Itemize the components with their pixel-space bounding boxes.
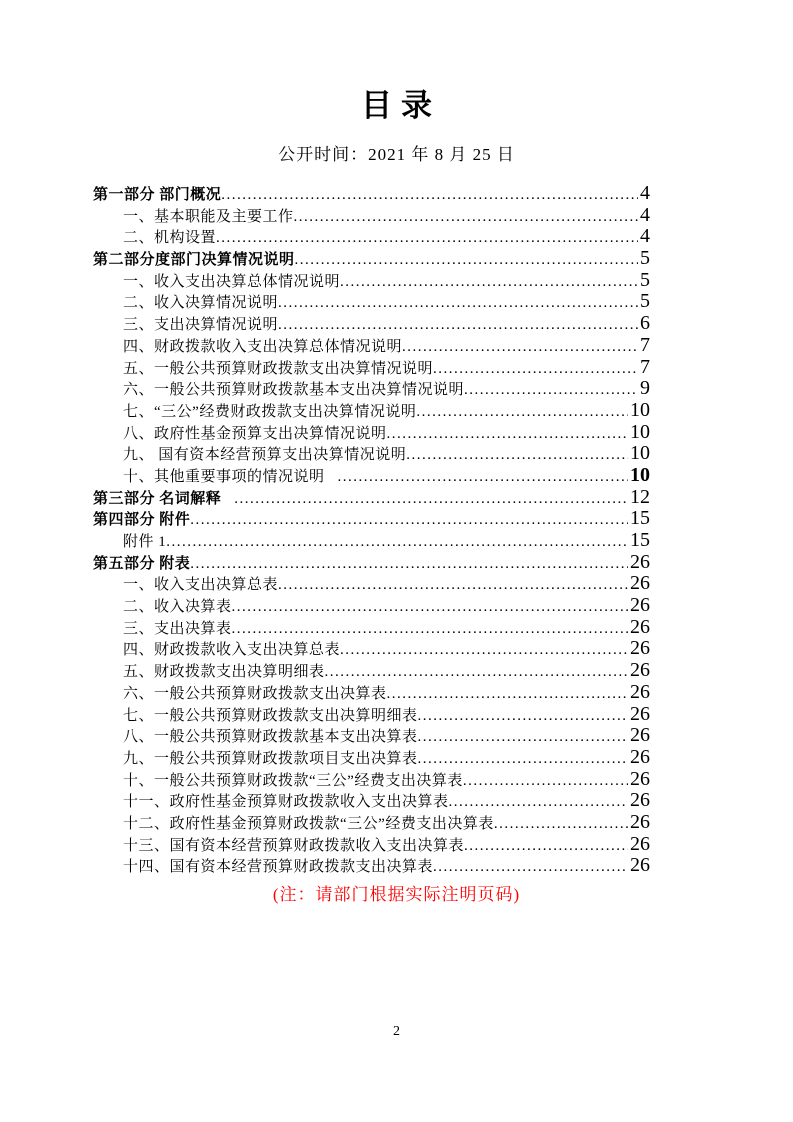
- toc-page-number: 15: [630, 529, 650, 551]
- toc-page-number: 26: [630, 745, 650, 768]
- toc-entry-label: 十一、政府性基金预算财政拨款收入支出决算表: [123, 794, 449, 811]
- toc-entry-label: 二、收入决算表: [123, 599, 232, 616]
- toc-entry-label: 八、政府性基金预算支出决算情况说明: [123, 425, 387, 442]
- toc-leader-dots: [232, 599, 628, 616]
- toc-entry-label: 六、一般公共预算财政拨款支出决算表: [123, 685, 387, 702]
- toc-leader-dots: [278, 295, 638, 312]
- toc-entry-label: 五、财政拨款支出决算明细表: [123, 664, 325, 681]
- toc-page-number: 15: [630, 507, 650, 530]
- toc-entry-label: 一、基本职能及主要工作: [123, 208, 294, 225]
- toc-entry[interactable]: [93, 270, 650, 292]
- toc-entry-label: 第五部分 附表: [93, 555, 191, 572]
- toc-entry-label: 七、“三公”经费财政拨款支出决算情况说明: [123, 403, 417, 420]
- toc-entry-label: 四、财政拨款收入支出决算总表: [123, 642, 341, 659]
- toc-entry[interactable]: [93, 660, 650, 682]
- toc-entry[interactable]: [93, 769, 650, 791]
- toc-entry[interactable]: [93, 725, 650, 747]
- toc-page-number: 26: [630, 702, 650, 725]
- toc-entry-label: 十、一般公共预算财政拨款“三公”经费支出决算表: [123, 772, 463, 789]
- toc-leader-dots: [402, 339, 638, 356]
- toc-entry-label: 三、支出决算情况说明: [123, 317, 279, 334]
- toc-leader-dots: [232, 621, 628, 638]
- toc-entry[interactable]: [93, 834, 650, 856]
- toc-leader-dots: [221, 187, 638, 204]
- toc-entry-label: 十、其他重要事项的情况说明: [123, 468, 325, 485]
- toc-entry-label: 二、收入决算情况说明: [123, 295, 279, 312]
- toc-page-number: 26: [630, 615, 650, 638]
- toc-page-number: 9: [640, 377, 650, 400]
- toc-entry[interactable]: [93, 595, 650, 617]
- toc-leader-dots: [418, 729, 628, 746]
- toc-page-number: 10: [630, 398, 650, 421]
- toc-entry[interactable]: [93, 682, 650, 704]
- page-note: (注：请部门根据实际注明页码): [272, 885, 521, 904]
- toc-entry[interactable]: [93, 704, 650, 726]
- toc-leader-dots: [340, 274, 638, 291]
- toc-leader-dots: [234, 491, 628, 508]
- toc-page-number: 26: [630, 832, 650, 855]
- toc-entry[interactable]: [93, 291, 650, 313]
- toc-entry[interactable]: [93, 248, 650, 270]
- toc-entry[interactable]: [93, 790, 650, 812]
- toc-leader-dots: [449, 794, 628, 811]
- toc-leader-dots: [278, 577, 628, 594]
- toc-leader-dots: [464, 838, 628, 855]
- toc-entry-label: 第三部分 名词解释: [93, 490, 222, 507]
- toc-entry[interactable]: [93, 855, 650, 877]
- toc-page-number: 26: [630, 854, 650, 877]
- toc-page-number: 26: [630, 550, 650, 573]
- toc-entry[interactable]: [93, 205, 650, 227]
- toc-entry[interactable]: [93, 552, 650, 574]
- toc-leader-dots: [216, 230, 638, 247]
- toc-page-number: 26: [630, 594, 650, 617]
- toc-entry[interactable]: [93, 443, 650, 465]
- toc-entry-label: 一、收入支出决算总体情况说明: [123, 273, 341, 290]
- toc-entry[interactable]: [93, 357, 650, 379]
- toc-entry[interactable]: [93, 812, 650, 834]
- toc-leader-dots: [418, 751, 628, 768]
- toc-leader-dots: [190, 512, 628, 529]
- toc-leader-dots: [418, 708, 628, 725]
- toc-entry-label: 第四部分 附件: [93, 512, 191, 529]
- toc-page-number: 4: [640, 182, 650, 204]
- toc-page-number: 26: [630, 659, 650, 682]
- toc-page-number: 26: [630, 572, 650, 595]
- toc-entry-label: 一、收入支出决算总表: [123, 577, 279, 594]
- toc-leader-dots: [387, 426, 628, 443]
- toc-page-number: 7: [640, 333, 650, 356]
- toc-entry-label: 附件 1: [123, 534, 167, 550]
- toc-entry-label: 十三、国有资本经营预算财政拨款收入支出决算表: [123, 837, 465, 854]
- toc-entry[interactable]: [93, 638, 650, 660]
- toc-leader-dots: [295, 252, 638, 269]
- toc-entry-label: 四、财政拨款收入支出决算总体情况说明: [123, 338, 403, 355]
- toc-entry-label: 二、机构设置: [123, 230, 217, 247]
- toc-entry[interactable]: [93, 465, 650, 487]
- toc-leader-dots: [294, 209, 638, 226]
- toc-entry-label: 九、 国有资本经营预算支出决算情况说明: [123, 447, 407, 464]
- footer-page-number: 2: [393, 1024, 400, 1039]
- toc-entry-label: 第二部分度部门决算情况说明: [93, 252, 295, 269]
- toc-page-number: 4: [640, 203, 650, 226]
- toc-leader-dots: [416, 404, 628, 421]
- toc-entry[interactable]: [93, 573, 650, 595]
- publish-date: 公开时间：2021 年 8 月 25 日: [278, 145, 515, 164]
- toc-leader-dots: [278, 317, 638, 334]
- toc-entry[interactable]: [93, 747, 650, 769]
- toc-entry-label: 第一部分 部门概况: [93, 187, 222, 203]
- toc-page-number: 26: [630, 810, 650, 833]
- toc-page-number: 5: [640, 268, 650, 291]
- toc-leader-dots: [338, 469, 628, 486]
- toc-entry[interactable]: [93, 487, 650, 509]
- toc-leader-dots: [387, 686, 628, 703]
- page-title: 目录: [361, 88, 441, 123]
- toc-entry[interactable]: [93, 617, 650, 639]
- toc-page-number: 5: [640, 290, 650, 313]
- toc-leader-dots: [433, 859, 628, 876]
- toc-entry[interactable]: [93, 378, 650, 400]
- toc-leader-dots: [340, 642, 628, 659]
- toc-entry[interactable]: [93, 422, 650, 444]
- toc-entry[interactable]: [93, 400, 650, 422]
- toc-leader-dots: [433, 361, 638, 378]
- toc-entry-label: 五、一般公共预算财政拨款支出决算情况说明: [123, 360, 434, 377]
- toc-leader-dots: [406, 447, 628, 464]
- toc-page-number: 26: [630, 767, 650, 790]
- toc-page-number: 12: [630, 485, 650, 508]
- toc-entry[interactable]: [93, 508, 650, 530]
- toc-page-number: 26: [630, 680, 650, 703]
- toc-leader-dots: [464, 382, 638, 399]
- toc-page-number: 10: [630, 463, 650, 486]
- toc-entry[interactable]: [93, 183, 650, 205]
- toc-entry[interactable]: [93, 530, 650, 552]
- toc-page-number: 10: [630, 420, 650, 443]
- toc-page-number: 6: [640, 312, 650, 335]
- toc-page-number: 26: [630, 637, 650, 660]
- toc-entry-label: 十四、国有资本经营预算财政拨款支出决算表: [123, 859, 434, 876]
- toc-leader-dots: [463, 773, 628, 790]
- toc-page-number: 5: [640, 247, 650, 270]
- toc-entry-label: 十二、政府性基金预算财政拨款“三公”经费支出决算表: [123, 815, 494, 832]
- toc-entry-label: 九、一般公共预算财政拨款项目支出决算表: [123, 750, 418, 767]
- toc-entry[interactable]: [93, 313, 650, 335]
- toc-leader-dots: [325, 664, 628, 681]
- toc-page-number: 10: [630, 442, 650, 465]
- toc-page-number: 7: [640, 355, 650, 378]
- toc-leader-dots: [166, 534, 628, 551]
- toc-leader-dots: [494, 816, 628, 833]
- toc-entry-label: 七、一般公共预算财政拨款支出决算明细表: [123, 707, 418, 724]
- toc-entry-label: 六、一般公共预算财政拨款基本支出决算情况说明: [123, 382, 465, 399]
- toc-leader-dots: [190, 556, 628, 573]
- toc-entry[interactable]: [93, 335, 650, 357]
- toc-entry-label: 三、支出决算表: [123, 620, 232, 637]
- toc-page-number: 4: [640, 225, 650, 248]
- toc-entry-label: 八、一般公共预算财政拨款基本支出决算表: [123, 729, 418, 746]
- toc-list: [93, 183, 650, 877]
- toc-page-number: 26: [630, 724, 650, 747]
- toc-entry[interactable]: [93, 226, 650, 248]
- toc-page-number: 26: [630, 789, 650, 812]
